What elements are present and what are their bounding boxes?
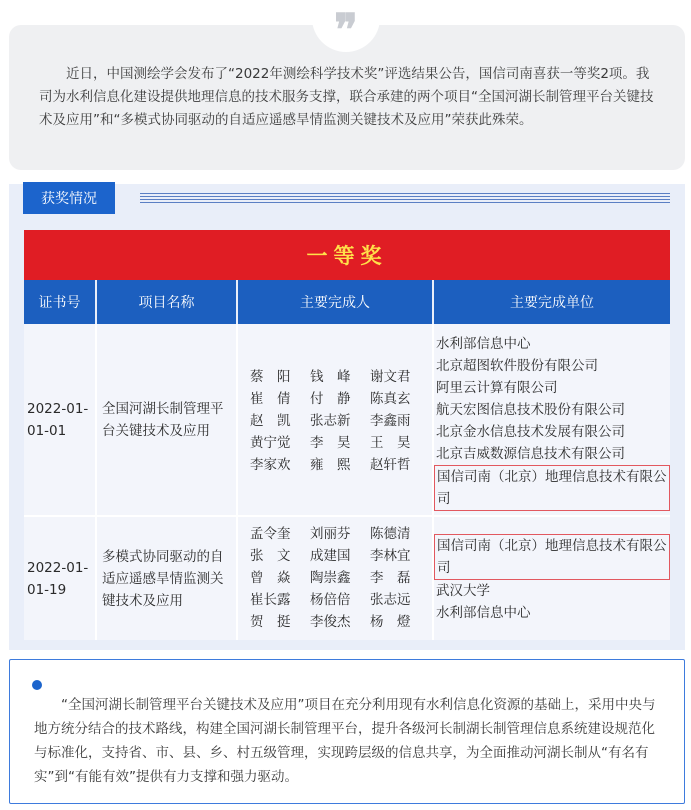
people-list: 蔡 阳 钱 峰 谢文君 崔 倩 付 静 陈真玄 赵 凯 张志新 李鑫雨 黄宁觉 李 昊 王 昊 李家欢 雍 熙 赵轩哲 bbox=[238, 324, 434, 515]
unit-item: 水利部信息中心 bbox=[436, 605, 531, 621]
award-title: 一等奖 bbox=[306, 243, 388, 268]
table-row bbox=[24, 517, 670, 640]
highlighted-unit: 国信司南（北京）地理信息技术有限公司 bbox=[434, 465, 670, 511]
quote-icon: ❞ bbox=[334, 5, 358, 56]
intro-text: 近日，中国测绘学会发布了“2022年测绘科学技术奖”评选结果公告，国信司南喜获一等奖2项。我司为水利信息化建设提供地理信息的技术服务支撑，联合承建的两个项目“全国河湖长制管理平台关键技术及应用”和“多模式协同驱动的自适应遥感旱情监测关键技术及应用”荣获此殊荣。 bbox=[39, 66, 654, 128]
unit-item: 阿里云计算有限公司 bbox=[436, 380, 558, 396]
award-table bbox=[24, 230, 670, 640]
project-name: 全国河湖长制管理平台关键技术及应用 bbox=[97, 324, 238, 515]
header-units: 主要完成单位 bbox=[510, 295, 594, 311]
unit-item: 北京超图软件股份有限公司 bbox=[436, 358, 598, 374]
table-header-row bbox=[24, 280, 670, 324]
summary-box bbox=[9, 659, 685, 804]
bullet-dot-icon bbox=[32, 680, 42, 690]
award-section bbox=[9, 184, 685, 650]
header-cert: 证书号 bbox=[24, 280, 97, 324]
section-tag-awards: 获奖情况 bbox=[23, 182, 115, 214]
award-title-bar bbox=[24, 230, 670, 280]
table-row bbox=[24, 324, 670, 517]
cert-number: 2022-01-01-01 bbox=[24, 324, 97, 515]
unit-item: 北京金水信息技术发展有限公司 bbox=[436, 424, 625, 440]
units-list bbox=[434, 324, 670, 515]
people-list: 孟令奎 刘丽芬 陈德清 张 文 成建国 李林宜 曾 焱 陶崇鑫 李 磊 崔长露 杨倍倍 张志远 贺 挺 李俊杰 杨 燈 bbox=[238, 517, 434, 640]
unit-item: 水利部信息中心 bbox=[436, 336, 531, 352]
header-project: 项目名称 bbox=[97, 280, 238, 324]
tag-divider-lines bbox=[140, 193, 670, 205]
unit-item: 武汉大学 bbox=[436, 583, 490, 599]
units-list bbox=[434, 517, 670, 640]
cert-number: 2022-01-01-19 bbox=[24, 517, 97, 640]
highlighted-unit: 国信司南（北京）地理信息技术有限公司 bbox=[434, 534, 670, 580]
unit-item: 航天宏图信息技术股份有限公司 bbox=[436, 402, 625, 418]
header-people: 主要完成人 bbox=[238, 280, 434, 324]
project-name: 多模式协同驱动的自适应遥感旱情监测关键技术及应用 bbox=[97, 517, 238, 640]
summary-text: “全国河湖长制管理平台关键技术及应用”项目在充分利用现有水利信息化资源的基础上，采用中央与地方统分结合的技术路线，构建全国河湖长制管理平台，提升各级河长制湖长制管理信息系统建设规范化与标准化，支持省、市、县、乡、村五级管理，实现跨层级的信息共享，为全面推动河湖长制从“有名有实”到“有能有效”提供有力支撑和强力驱动。 bbox=[34, 697, 656, 785]
unit-item: 北京吉威数源信息技术有限公司 bbox=[436, 446, 625, 462]
